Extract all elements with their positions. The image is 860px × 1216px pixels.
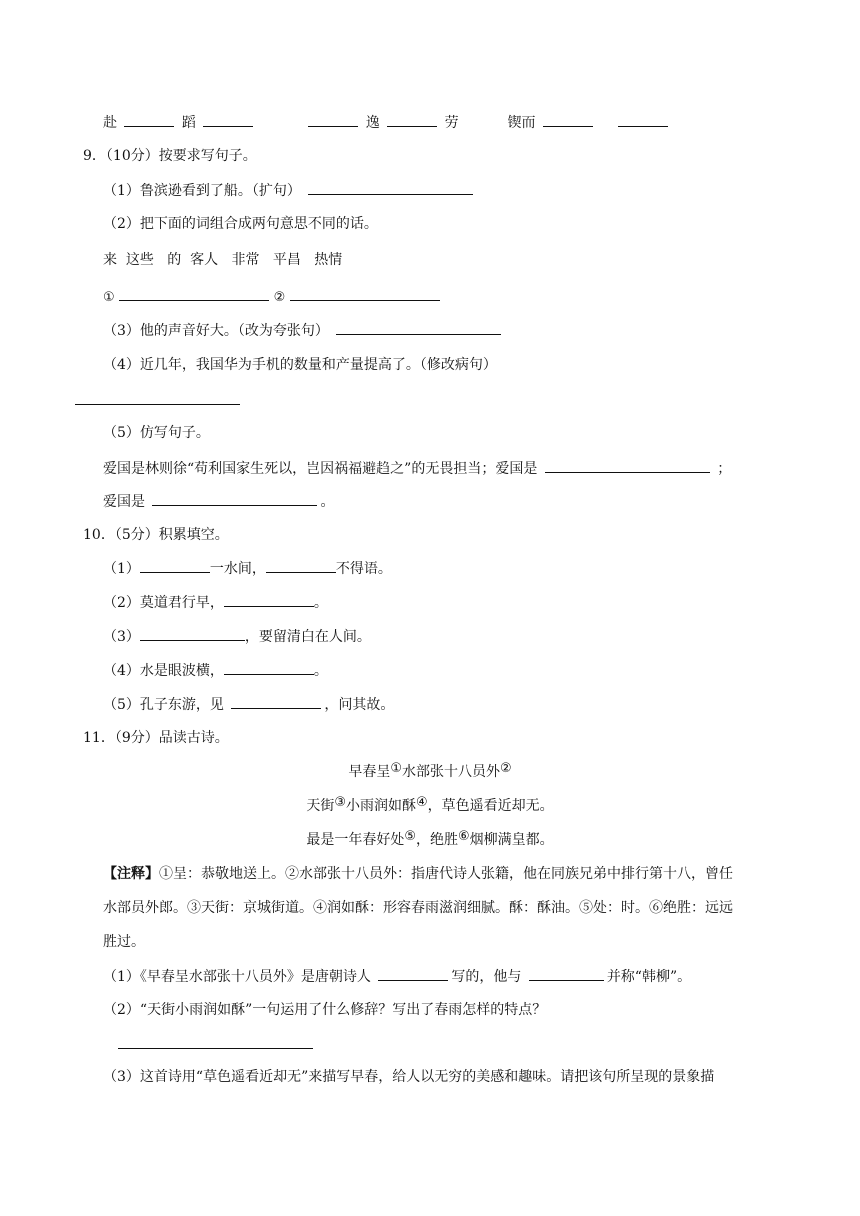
q9-part-5-semicolon: ；: [717, 461, 732, 477]
q9-part-5-blank-2[interactable]: [152, 491, 317, 506]
annotation-line-3: 胜过。: [103, 934, 145, 950]
q11-sub-1-text-a: （1）《早春呈水部张十八员外》是唐朝诗人: [103, 969, 371, 985]
q10-part-1-text-c: 不得语。: [335, 561, 392, 577]
note-mark-6: ⑥: [458, 829, 470, 844]
q9-part-5-blank-1[interactable]: [545, 458, 710, 473]
q9-part-3-blank[interactable]: [336, 320, 501, 335]
q11-sub-1-text-b: 写的，他与: [451, 969, 522, 985]
q9-part-3-text: （3）他的声音好大。（改为夸张句）: [103, 323, 329, 339]
q11-sub-1: [103, 966, 691, 986]
poem-line-1-a: 天街: [306, 798, 335, 814]
q10-part-5: [103, 694, 394, 714]
q11-sub-1-blank-1[interactable]: [378, 966, 448, 981]
q8-char-2: 蹈: [181, 115, 196, 131]
q9-circle-1: ①: [103, 290, 115, 305]
poem-title-b: 水部张十八员外: [402, 764, 500, 780]
q9-part-3: [103, 320, 504, 340]
q8-char-5: 锲而: [507, 115, 536, 131]
q9-part-4: （4）近几年，我国华为手机的数量和产量提高了。（修改病句）: [103, 357, 497, 373]
q9-circle-2: ②: [273, 290, 286, 305]
q10-part-5-blank[interactable]: [231, 694, 321, 709]
q10-part-2: [103, 592, 328, 612]
poem-line-2-c: 烟柳满皇都。: [469, 832, 554, 848]
q11-sub-3: （3）这首诗用“草色遥看近却无”来描写早春，给人以无穷的美感和趣味。请把该句所呈现的景象描: [103, 1069, 715, 1085]
q10-title: 10．（5分）积累填空。: [83, 527, 229, 543]
q10-part-3-label: （3）: [103, 629, 140, 645]
note-mark-1: ①: [390, 761, 402, 776]
poem-line-2: [0, 830, 860, 850]
q10-part-1-text-b: 一水间，: [209, 561, 266, 577]
q9-combine-blank-2[interactable]: [290, 286, 440, 301]
q10-part-3-text-b: ，要留清白在人间。: [244, 629, 371, 645]
annotation-label: 【注释】: [103, 866, 159, 882]
poem-title-a: 早春呈: [348, 764, 391, 780]
poem-line-1-c: ，草色遥看近却无。: [427, 798, 554, 814]
q11-sub-1-text-c: 并称“韩柳”。: [606, 969, 692, 985]
q10-part-2-text-b: 。: [313, 595, 328, 611]
q10-part-1-blank-2[interactable]: [266, 558, 336, 573]
q9-part-5-sentence-a: [103, 458, 731, 478]
q9-title: 9．（10分）按要求写句子。: [83, 148, 257, 164]
q9-part-1-text: （1）鲁滨逊看到了船。（扩句）: [103, 183, 301, 199]
q11-sub-1-blank-2[interactable]: [529, 966, 604, 981]
q9-part-5-sentence-b: [103, 491, 334, 511]
q9-word-list: 来 这些 的 客人 非常 平昌 热情: [103, 252, 343, 268]
q11-sub-2: （2）“天街小雨润如酥”一句运用了什么修辞？写出了春雨怎样的特点？: [103, 1002, 547, 1018]
q9-part-1-blank[interactable]: [308, 180, 473, 195]
note-mark-3: ③: [334, 795, 346, 810]
q8-blank-2[interactable]: [203, 112, 253, 127]
q10-part-1-label: （1）: [103, 561, 140, 577]
note-mark-4: ④: [416, 795, 428, 810]
note-mark-2: ②: [500, 761, 512, 776]
q9-part-5-text-a: 爱国是林则徐“苟利国家生死以，岂因祸福避趋之”的无畏担当；爱国是: [103, 461, 538, 477]
q10-part-3: [103, 626, 371, 646]
q9-part-1: [103, 180, 476, 200]
annotation-line-2: 水部员外郎。③天街：京城街道。④润如酥：形容春雨滋润细腻。酥：酥油。⑤处：时。⑥绝胜：远远: [103, 900, 733, 916]
q10-part-4: [103, 660, 328, 680]
q8-blank-3[interactable]: [308, 112, 358, 127]
note-mark-5: ⑤: [404, 829, 416, 844]
q10-part-5-text-a: （5）孔子东游，见: [103, 697, 224, 713]
q8-blank-4[interactable]: [387, 112, 437, 127]
q10-part-2-text-a: （2）莫道君行早，: [103, 595, 224, 611]
q10-part-3-blank[interactable]: [140, 626, 245, 641]
poem-title: [0, 762, 860, 782]
poem-line-1-b: 小雨润如酥: [346, 798, 416, 814]
q10-part-4-text-b: 。: [313, 663, 328, 679]
q9-part-5-text-b: 爱国是: [103, 494, 145, 510]
q10-part-4-blank[interactable]: [224, 660, 314, 675]
q9-part-4-answer-line[interactable]: [75, 384, 240, 405]
q8-word-fill-row: [103, 112, 671, 132]
annotation-text-1: ①呈：恭敬地送上。②水部张十八员外：指唐代诗人张籍，他在同族兄弟中排行第十八，曾任: [159, 866, 733, 882]
q10-part-1-blank-1[interactable]: [140, 558, 210, 573]
q8-char-3: 逸: [365, 115, 380, 131]
annotation-line-1: [103, 864, 733, 884]
q9-part-5: （5）仿写句子。: [103, 425, 210, 441]
q9-combine-blank-1[interactable]: [119, 286, 269, 301]
poem-line-2-a: 最是一年春好处: [306, 832, 405, 848]
poem-line-2-b: ，绝胜: [416, 832, 458, 848]
q9-part-5-end: 。: [320, 494, 335, 510]
q10-part-4-text-a: （4）水是眼波横，: [103, 663, 224, 679]
q9-combine-row: [103, 286, 440, 306]
q8-blank-1[interactable]: [124, 112, 174, 127]
q8-blank-6[interactable]: [618, 112, 668, 127]
q10-part-2-blank[interactable]: [224, 592, 314, 607]
q10-part-1: [103, 558, 392, 578]
q10-part-5-text-b: ，问其故。: [324, 697, 395, 713]
q11-title: 11．（9分）品读古诗。: [83, 730, 229, 746]
q9-part-2: （2）把下面的词组合成两句意思不同的话。: [103, 216, 378, 232]
q8-char-4: 劳: [444, 115, 459, 131]
q11-sub-2-answer-line[interactable]: [118, 1028, 313, 1049]
q8-char-1: 赴: [103, 115, 117, 131]
q8-blank-5[interactable]: [543, 112, 593, 127]
poem-line-1: [0, 796, 860, 816]
